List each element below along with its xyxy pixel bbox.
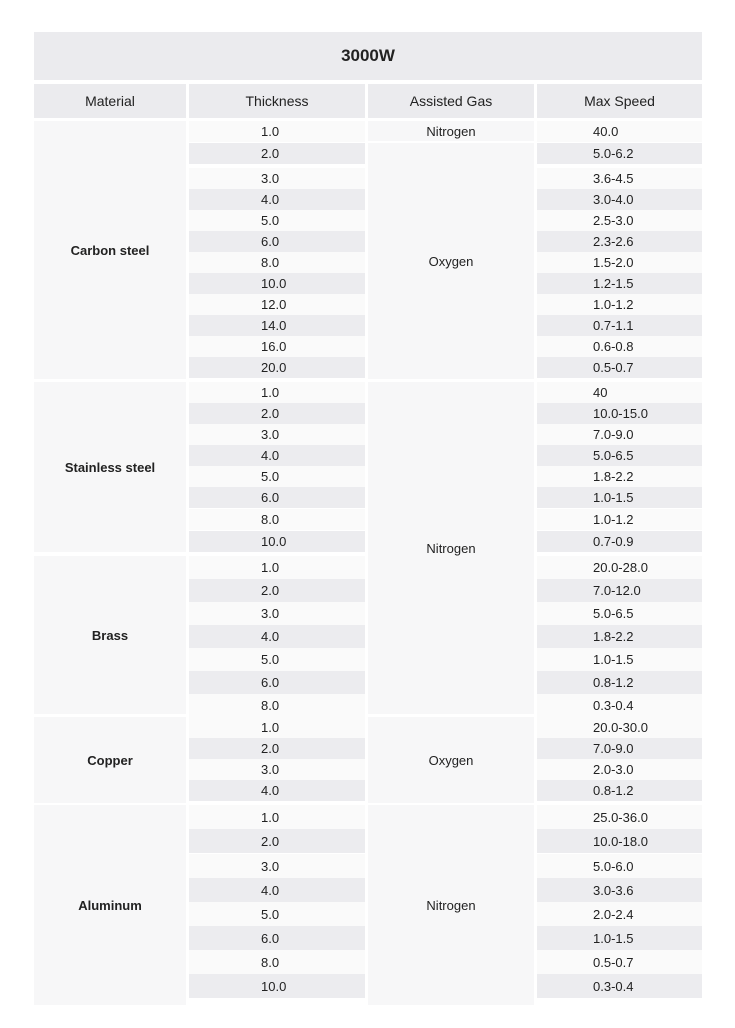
- speed-cell: 5.0-6.5: [537, 602, 702, 625]
- thickness-cell: 8.0: [189, 694, 365, 717]
- speed-cell: 3.6-4.5: [537, 168, 702, 189]
- speed-cell: 3.0-3.6: [537, 878, 702, 902]
- thickness-cell: 3.0: [189, 602, 365, 625]
- thickness-cell: 8.0: [189, 950, 365, 974]
- speed-cell: 25.0-36.0: [537, 805, 702, 829]
- speed-cell: 2.0-2.4: [537, 902, 702, 926]
- gas-cell: Nitrogen: [368, 382, 534, 714]
- material-cell: Copper: [34, 717, 186, 803]
- thickness-cell: 3.0: [189, 759, 365, 780]
- speed-cell: 1.0-1.5: [537, 926, 702, 950]
- material-cell: Aluminum: [34, 805, 186, 1005]
- thickness-cell: 3.0: [189, 424, 365, 445]
- thickness-cell: 1.0: [189, 556, 365, 579]
- speed-cell: 7.0-9.0: [537, 424, 702, 445]
- speed-cell: 5.0-6.5: [537, 445, 702, 466]
- thickness-cell: 4.0: [189, 445, 365, 466]
- thickness-cell: 3.0: [189, 854, 365, 878]
- speed-cell: 40: [537, 382, 702, 403]
- thickness-cell: 16.0: [189, 336, 365, 357]
- speed-cell: 3.0-4.0: [537, 189, 702, 210]
- thickness-cell: 6.0: [189, 487, 365, 508]
- speed-cell: 0.3-0.4: [537, 974, 702, 998]
- thickness-cell: 2.0: [189, 829, 365, 853]
- speed-cell: 5.0-6.2: [537, 143, 702, 164]
- thickness-cell: 10.0: [189, 531, 365, 552]
- thickness-cell: 14.0: [189, 315, 365, 336]
- speed-cell: 20.0-28.0: [537, 556, 702, 579]
- speed-cell: 7.0-12.0: [537, 579, 702, 602]
- speed-cell: 0.8-1.2: [537, 671, 702, 694]
- speed-cell: 1.8-2.2: [537, 625, 702, 648]
- header-gas: Assisted Gas: [368, 84, 534, 118]
- speed-cell: 20.0-30.0: [537, 717, 702, 738]
- speed-cell: 1.8-2.2: [537, 466, 702, 487]
- speed-cell: 40.0: [537, 121, 702, 142]
- speed-cell: 1.5-2.0: [537, 252, 702, 273]
- thickness-cell: 4.0: [189, 189, 365, 210]
- speed-cell: 10.0-15.0: [537, 403, 702, 424]
- speed-cell: 0.7-0.9: [537, 531, 702, 552]
- thickness-cell: 5.0: [189, 210, 365, 231]
- thickness-cell: 6.0: [189, 231, 365, 252]
- thickness-cell: 2.0: [189, 143, 365, 164]
- thickness-cell: 8.0: [189, 252, 365, 273]
- speed-cell: 2.3-2.6: [537, 231, 702, 252]
- thickness-cell: 10.0: [189, 974, 365, 998]
- thickness-cell: 2.0: [189, 579, 365, 602]
- header-speed: Max Speed: [537, 84, 702, 118]
- thickness-cell: 20.0: [189, 357, 365, 378]
- material-cell: Carbon steel: [34, 121, 186, 379]
- speed-cell: 0.6-0.8: [537, 336, 702, 357]
- speed-cell: 1.2-1.5: [537, 273, 702, 294]
- speed-cell: 1.0-1.5: [537, 487, 702, 508]
- header-thickness: Thickness: [189, 84, 365, 118]
- thickness-cell: 2.0: [189, 403, 365, 424]
- speed-cell: 7.0-9.0: [537, 738, 702, 759]
- thickness-cell: 3.0: [189, 168, 365, 189]
- thickness-cell: 1.0: [189, 382, 365, 403]
- header-material: Material: [34, 84, 186, 118]
- thickness-cell: 5.0: [189, 648, 365, 671]
- thickness-cell: 4.0: [189, 780, 365, 801]
- thickness-cell: 4.0: [189, 878, 365, 902]
- gas-cell: Nitrogen: [368, 805, 534, 1005]
- gas-cell: Oxygen: [368, 717, 534, 803]
- speed-cell: 5.0-6.0: [537, 854, 702, 878]
- thickness-cell: 12.0: [189, 294, 365, 315]
- speed-cell: 0.5-0.7: [537, 950, 702, 974]
- material-cell: Brass: [34, 556, 186, 714]
- speed-cell: 0.5-0.7: [537, 357, 702, 378]
- thickness-cell: 1.0: [189, 121, 365, 142]
- speed-cell: 1.0-1.2: [537, 294, 702, 315]
- speed-cell: 2.0-3.0: [537, 759, 702, 780]
- speed-cell: 0.3-0.4: [537, 694, 702, 717]
- speed-cell: 0.8-1.2: [537, 780, 702, 801]
- speed-cell: 10.0-18.0: [537, 829, 702, 853]
- thickness-cell: 1.0: [189, 717, 365, 738]
- thickness-cell: 1.0: [189, 805, 365, 829]
- table-title: 3000W: [34, 32, 702, 80]
- speed-cell: 1.0-1.5: [537, 648, 702, 671]
- thickness-cell: 5.0: [189, 902, 365, 926]
- thickness-cell: 6.0: [189, 671, 365, 694]
- thickness-cell: 6.0: [189, 926, 365, 950]
- thickness-cell: 8.0: [189, 509, 365, 530]
- thickness-cell: 5.0: [189, 466, 365, 487]
- speed-cell: 1.0-1.2: [537, 509, 702, 530]
- gas-cell: Oxygen: [368, 143, 534, 379]
- thickness-cell: 4.0: [189, 625, 365, 648]
- gas-cell: Nitrogen: [368, 121, 534, 141]
- speed-cell: 0.7-1.1: [537, 315, 702, 336]
- speed-cell: 2.5-3.0: [537, 210, 702, 231]
- material-cell: Stainless steel: [34, 382, 186, 552]
- thickness-cell: 2.0: [189, 738, 365, 759]
- thickness-cell: 10.0: [189, 273, 365, 294]
